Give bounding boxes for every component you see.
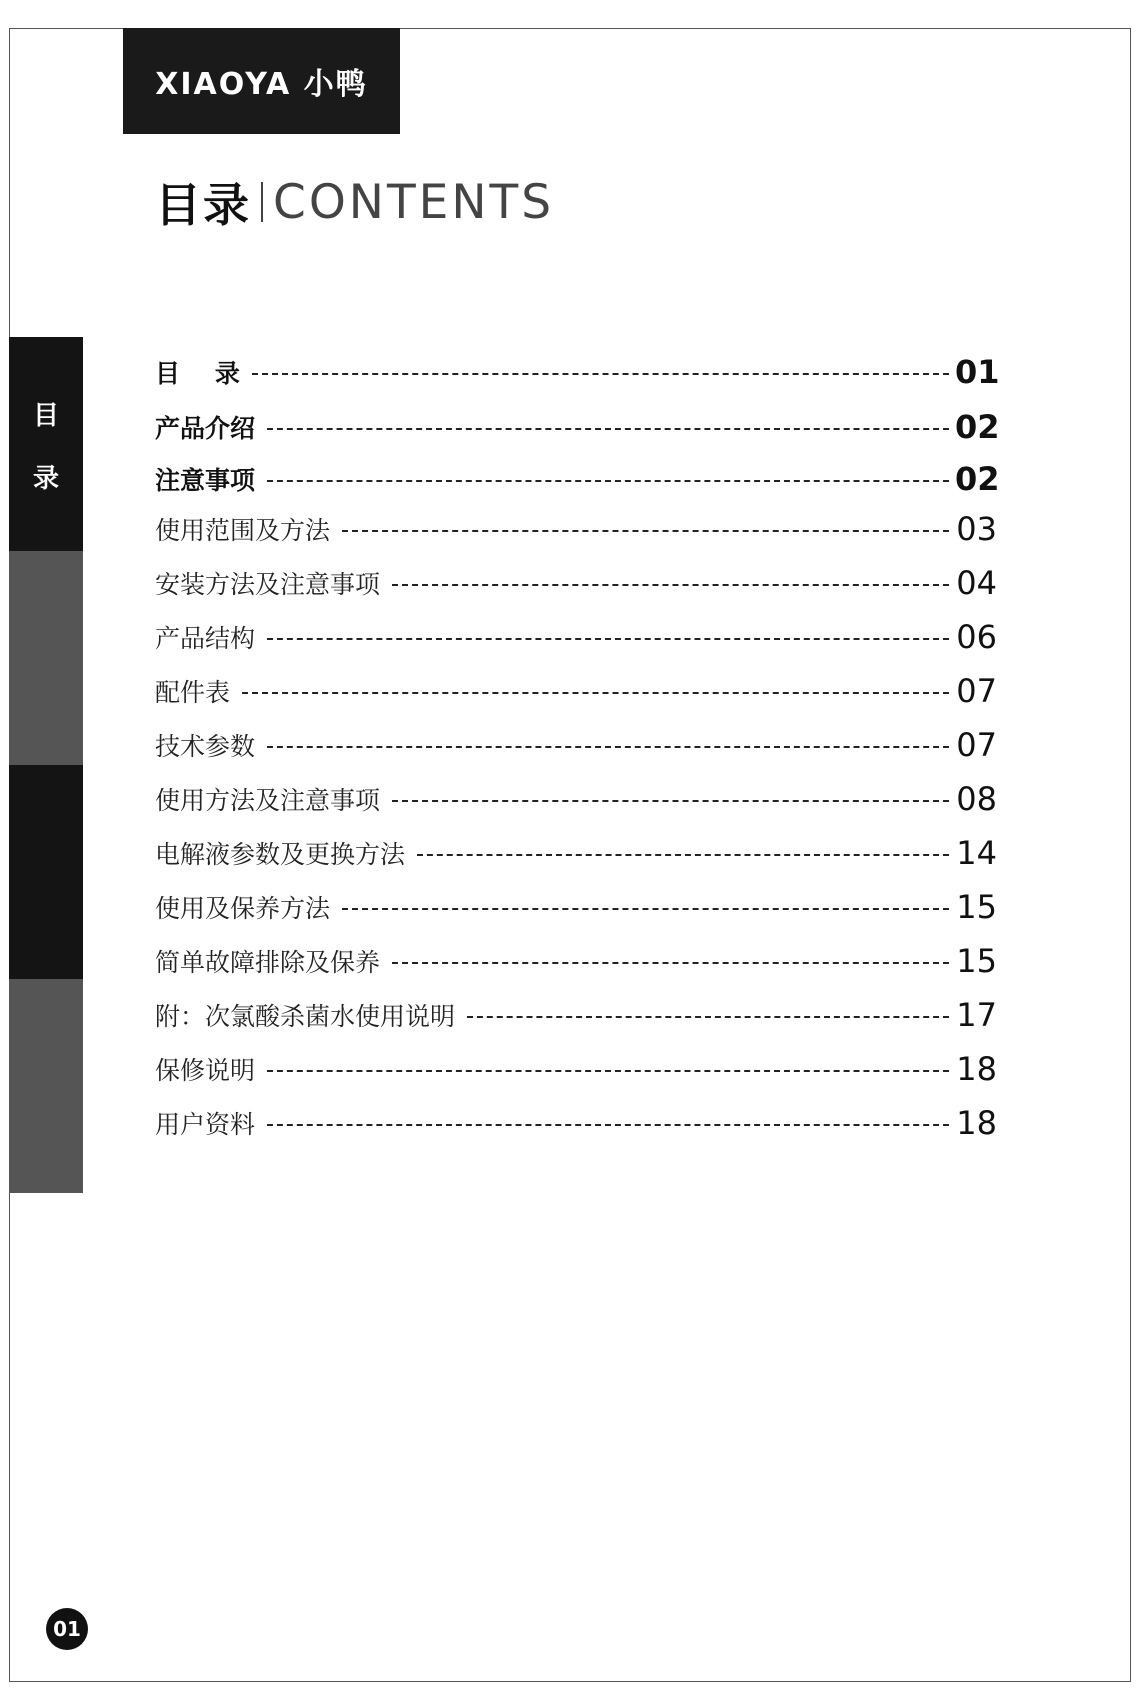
toc-entry[interactable] xyxy=(155,887,997,927)
toc-entry-page: 14 xyxy=(956,834,997,872)
brand-logo-text: XIAOYA 小鸭 xyxy=(155,67,368,102)
toc-entry-label: 配件表 xyxy=(155,678,231,707)
toc-entry-label: 使用及保养方法 xyxy=(155,894,331,923)
toc-dot-leader xyxy=(252,373,949,375)
toc-dot-leader xyxy=(267,638,949,640)
side-tab-contents[interactable] xyxy=(9,337,83,551)
toc-entry-label: 使用方法及注意事项 xyxy=(155,786,381,815)
toc-entry-page: 07 xyxy=(956,726,997,764)
side-tab-4[interactable] xyxy=(9,979,83,1193)
toc-entry-label: 使用范围及方法 xyxy=(155,516,331,545)
title-chinese: 目录 xyxy=(155,178,251,232)
toc-dot-leader xyxy=(392,962,949,964)
toc-dot-leader xyxy=(342,530,949,532)
toc-entry-label: 注意事项 xyxy=(155,466,256,495)
toc-entry-page: 06 xyxy=(956,618,997,656)
toc-entry-page: 02 xyxy=(955,460,1000,498)
toc-dot-leader xyxy=(417,854,949,856)
side-tab-char-1: 目 xyxy=(32,401,59,431)
toc-entry-label: 保修说明 xyxy=(155,1056,256,1085)
toc-dot-leader xyxy=(467,1016,949,1018)
side-tab-strip xyxy=(9,337,83,1193)
toc-dot-leader xyxy=(267,480,949,482)
toc-entry-page: 07 xyxy=(956,672,997,710)
toc-entry[interactable] xyxy=(155,833,997,873)
toc-dot-leader xyxy=(267,428,949,430)
toc-entry-page: 15 xyxy=(956,888,997,926)
toc-entry[interactable] xyxy=(155,352,1000,392)
toc-dot-leader xyxy=(242,692,949,694)
toc-entry[interactable] xyxy=(155,941,997,981)
toc-entry-page: 03 xyxy=(956,510,997,548)
toc-entry-label: 安装方法及注意事项 xyxy=(155,570,381,599)
toc-entry-label: 技术参数 xyxy=(155,732,256,761)
toc-dot-leader xyxy=(392,800,949,802)
toc-entry[interactable] xyxy=(155,995,997,1035)
toc-entry-page: 04 xyxy=(956,564,997,602)
toc-entry[interactable] xyxy=(155,459,1000,499)
toc-entry-label: 产品介绍 xyxy=(155,414,256,443)
toc-dot-leader xyxy=(342,908,949,910)
toc-entry-page: 15 xyxy=(956,942,997,980)
toc-entry[interactable] xyxy=(155,617,997,657)
side-tab-3[interactable] xyxy=(9,765,83,979)
toc-entry-label: 简单故障排除及保养 xyxy=(155,948,381,977)
toc-dot-leader xyxy=(267,1070,949,1072)
title-divider xyxy=(261,182,263,222)
toc-entry-page: 18 xyxy=(956,1050,997,1088)
toc-entry-page: 01 xyxy=(955,353,1000,391)
toc-entry-label: 电解液参数及更换方法 xyxy=(155,840,406,869)
toc-entry-label: 用户资料 xyxy=(155,1110,256,1139)
toc-entry[interactable] xyxy=(155,779,997,819)
toc-entry[interactable] xyxy=(155,1049,997,1089)
toc-entry[interactable] xyxy=(155,407,1000,447)
toc-entry-page: 08 xyxy=(956,780,997,818)
toc-entry-page: 18 xyxy=(956,1104,997,1142)
toc-entry[interactable] xyxy=(155,671,997,711)
toc-dot-leader xyxy=(392,584,949,586)
page-number-badge: 01 xyxy=(46,1608,88,1650)
toc-entry[interactable] xyxy=(155,509,997,549)
toc-dot-leader xyxy=(267,1124,949,1126)
page-title xyxy=(155,172,554,232)
toc-entry-label: 产品结构 xyxy=(155,624,256,653)
toc-entry-page: 17 xyxy=(956,996,997,1034)
side-tab-char-2: 录 xyxy=(32,464,59,494)
toc-entry[interactable] xyxy=(155,1103,997,1143)
toc-entry[interactable] xyxy=(155,563,997,603)
toc-dot-leader xyxy=(267,746,949,748)
toc-entry-label: 目 录 xyxy=(155,359,240,388)
side-tab-2[interactable] xyxy=(9,551,83,765)
toc-entry[interactable] xyxy=(155,725,997,765)
brand-logo xyxy=(123,28,400,134)
toc-entry-page: 02 xyxy=(955,408,1000,446)
toc-entry-label: 附：次氯酸杀菌水使用说明 xyxy=(155,1002,456,1031)
title-english: CONTENTS xyxy=(273,174,555,230)
